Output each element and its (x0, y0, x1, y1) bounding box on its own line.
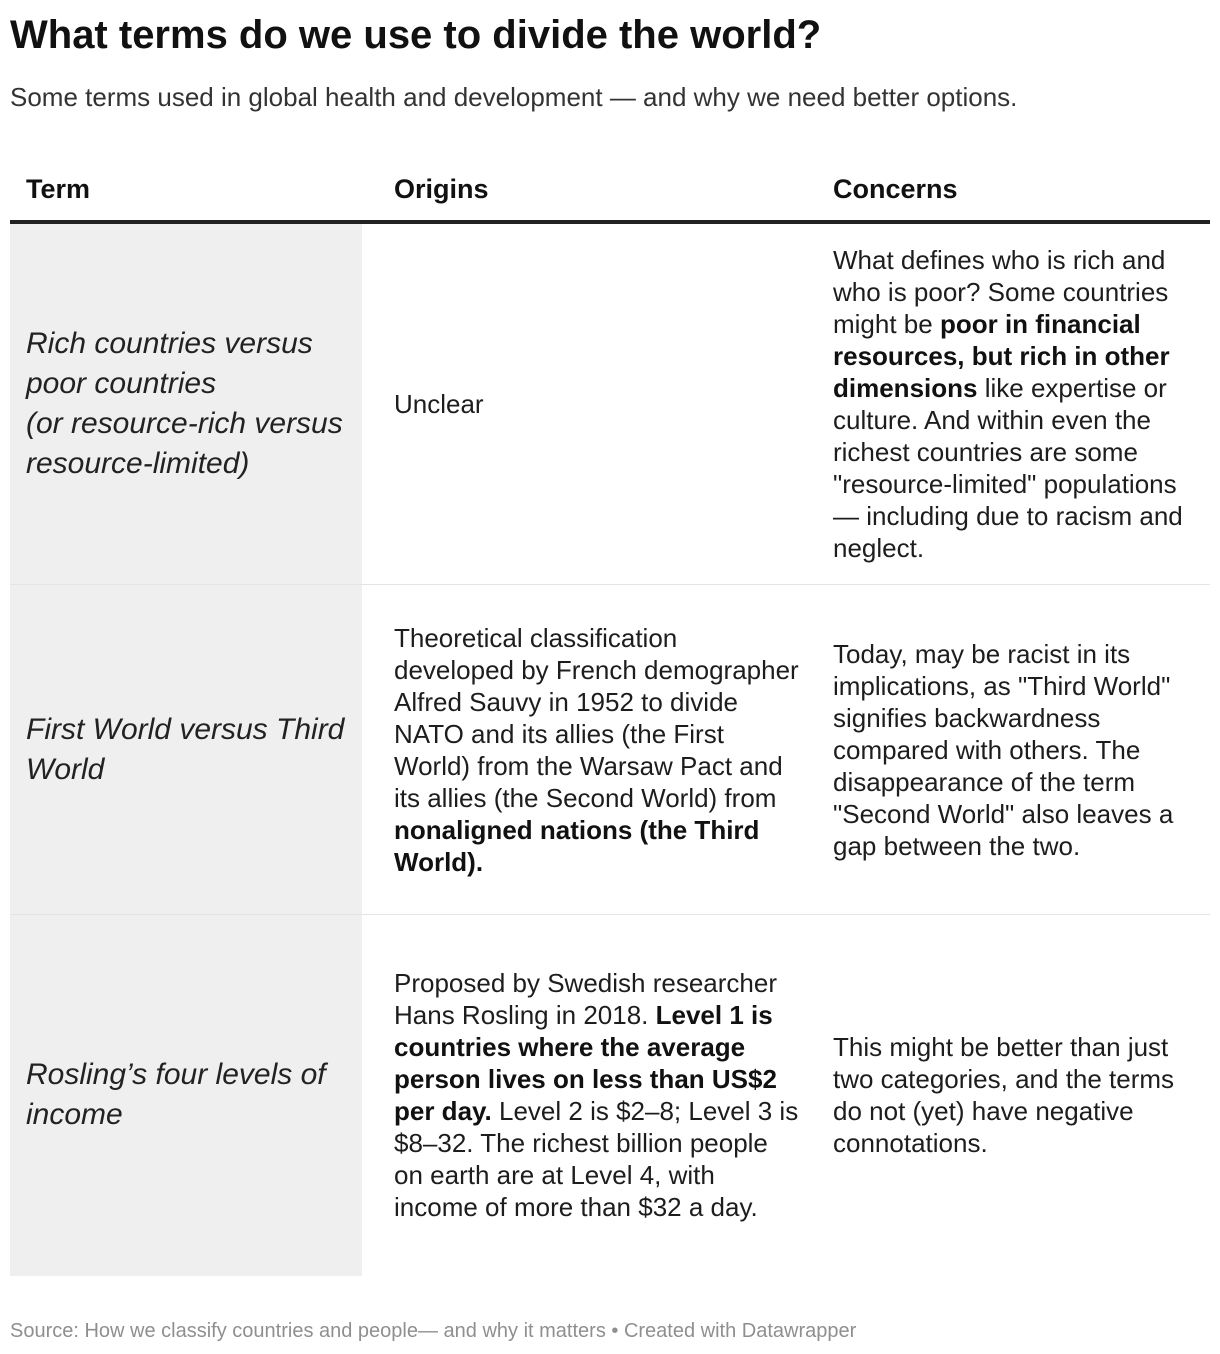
concerns-text: This might be better than just two categories, and the terms do not (yet) have negative connotations. (833, 1032, 1175, 1159)
source-footer: Source: How we classify countries and people— and why it matters • Created with Datawrapper (10, 1320, 857, 1342)
chart-subtitle: Some terms used in global health and development — and why we need better options. (10, 82, 1018, 112)
table-row (10, 222, 1210, 585)
term-text: First World versus Third World (26, 712, 345, 786)
table-row (10, 585, 1210, 915)
origins-text: Level 2 is $2–8; Level 3 is $8–32. The richest billion people on earth are at Level 4, with income of more than $32 a day. (394, 1096, 799, 1223)
concerns-cell (801, 915, 1210, 1276)
term-cell (10, 585, 362, 915)
concerns-text: What defines who is rich and who is poor? Some countries might be (833, 245, 1169, 339)
term-cell (10, 915, 362, 1276)
concerns-cell (801, 222, 1210, 585)
origins-cell (362, 585, 801, 915)
origins-emphasis: Level 1 is countries where the average person lives on less than US$2 per day. (394, 1000, 777, 1127)
table-header-row (10, 158, 1210, 222)
term-cell (10, 222, 362, 585)
concerns-text: like expertise or culture. And within even the richest countries are some "resource-limited" populations — including due to racism and neglect. (833, 373, 1183, 563)
concerns-emphasis: poor in financial resources, but rich in other dimensions (833, 309, 1170, 403)
chart-title: What terms do we use to divide the world? (10, 13, 822, 57)
column-header-concerns[interactable]: Concerns (801, 158, 1210, 222)
column-header-term[interactable]: Term (10, 158, 362, 222)
concerns-cell (801, 585, 1210, 915)
term-text: Rosling’s four levels of income (26, 1058, 326, 1132)
terms-table (10, 158, 1210, 1276)
column-header-origins[interactable]: Origins (362, 158, 801, 222)
origins-text: Theoretical classification developed by French demographer Alfred Sauvy in 1952 to divide NATO and its allies (the First World) from the Warsaw Pact and its allies (the Second World) from (394, 622, 799, 813)
term-text: Rich countries versus poor countries (26, 327, 313, 400)
origins-cell (362, 222, 801, 585)
concerns-text: Today, may be racist in its implications, as "Third World" signifies backwardness compared with others. The disappearance of the term "Second World" also leaves a gap between the two. (833, 638, 1174, 861)
origins-text: Unclear (394, 389, 484, 419)
origins-text: Proposed by Swedish researcher Hans Rosling in 2018. (394, 968, 777, 1031)
table-row (10, 915, 1210, 1276)
origins-cell (362, 915, 801, 1276)
origins-emphasis: nonaligned nations (the Third World). (394, 814, 760, 877)
term-alternative-text: (or resource-rich versus resource-limited) (26, 407, 343, 480)
